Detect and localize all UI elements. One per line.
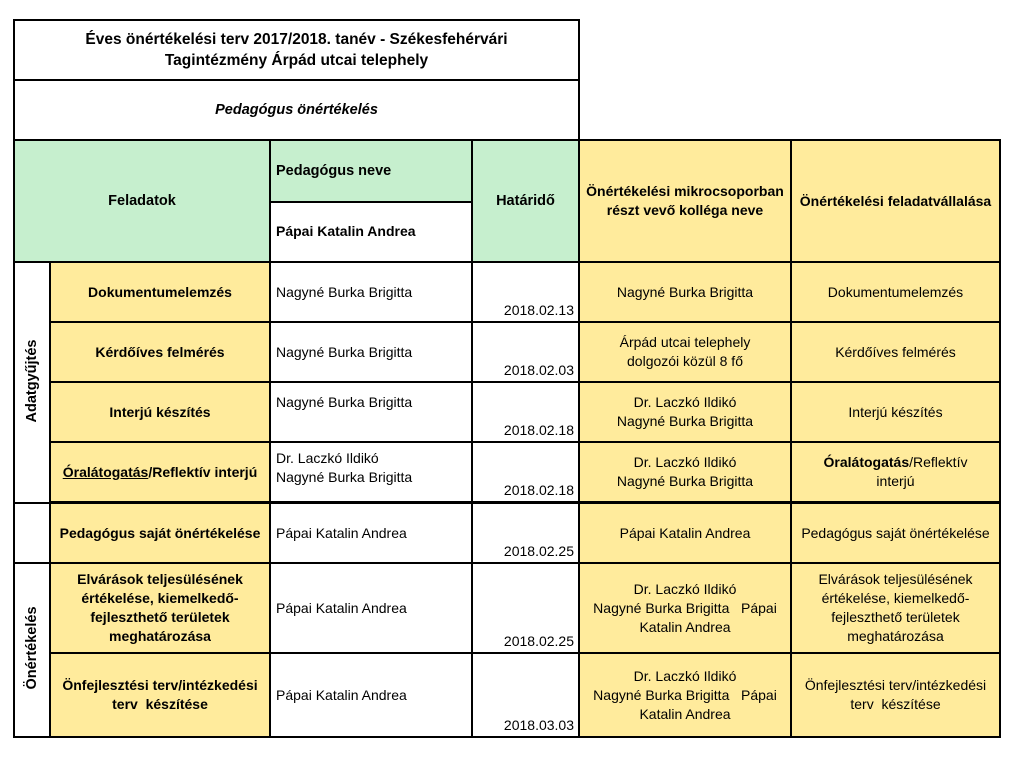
title-cell <box>13 19 580 81</box>
row-5-colleague: Pápai Katalin Andrea <box>578 502 792 564</box>
row-3-deadline-cell <box>471 381 580 443</box>
row-7-teacher: Pápai Katalin Andrea <box>269 652 473 738</box>
row-6-colleague: Dr. Laczkó Ildikó Nagyné Burka Brigitta Pápai Katalin Andrea <box>578 562 792 654</box>
row-4-duty-bold: Óralátogatás <box>823 454 910 470</box>
row-7-task: Önfejlesztési terv/intézkedési terv készítése <box>49 652 271 738</box>
header-feladatvallalas: Önértékelési feladatvállalása <box>790 139 1001 263</box>
row-6-teacher: Pápai Katalin Andrea <box>269 562 473 654</box>
row-4-teacher: Dr. Laczkó Ildikó Nagyné Burka Brigitta <box>269 441 473 503</box>
row-1-teacher: Nagyné Burka Brigitta <box>269 261 473 323</box>
row-5-teacher: Pápai Katalin Andrea <box>269 502 473 564</box>
row-1-duty: Dokumentumelemzés <box>790 261 1001 323</box>
row-6-duty: Elvárások teljesülésének értékelése, kiemelkedő- fejleszthető területek meghatározása <box>790 562 1001 654</box>
row-7-deadline-cell <box>471 652 580 738</box>
row-3-colleague: Dr. Laczkó Ildikó Nagyné Burka Brigitta <box>578 381 792 443</box>
row-5-deadline: 2018.02.25 <box>503 543 574 559</box>
row-1-task: Dokumentumelemzés <box>49 261 271 323</box>
group-pedagogus-empty <box>13 502 51 564</box>
row-7-colleague: Dr. Laczkó Ildikó Nagyné Burka Brigitta Pápai Katalin Andrea <box>578 652 792 738</box>
row-5-duty: Pedagógus saját önértékelése <box>790 502 1001 564</box>
title-line-1: Éves önértékelési terv 2017/2018. tanév - Székesfehérvári <box>85 31 508 48</box>
row-2-teacher: Nagyné Burka Brigitta <box>269 321 473 383</box>
row-1-deadline: 2018.02.13 <box>503 302 574 318</box>
header-feladatok: Feladatok <box>13 139 271 263</box>
row-4-task: Óralátogatás/Reflektív interjú <box>49 441 271 503</box>
row-3-teacher: Nagyné Burka Brigitta <box>269 381 473 443</box>
header-mikrocsoport: Önértékelési mikrocsoporban részt vevő kolléga neve <box>578 139 792 263</box>
row-3-task: Interjú készítés <box>49 381 271 443</box>
subtitle-cell <box>13 79 580 141</box>
row-6-task: Elvárások teljesülésének értékelése, kiemelkedő- fejleszthető területek meghatározása <box>49 562 271 654</box>
row-2-colleague: Árpád utcai telephely dolgozói közül 8 fő <box>578 321 792 383</box>
row-3-duty: Interjú készítés <box>790 381 1001 443</box>
row-6-deadline: 2018.02.25 <box>503 633 574 649</box>
row-4-deadline: 2018.02.18 <box>503 482 574 498</box>
row-2-duty: Kérdőíves felmérés <box>790 321 1001 383</box>
group-onertekeles-label: Önértékelés <box>24 606 40 690</box>
row-4-task-underlined: Óralátogatás <box>62 463 149 480</box>
header-pedagogus-neve: Pedagógus neve <box>269 139 473 203</box>
row-3-deadline: 2018.02.18 <box>503 422 574 438</box>
row-7-duty: Önfejlesztési terv/intézkedési terv készítése <box>790 652 1001 738</box>
group-adatgyujtes-label: Adatgyűjtés <box>24 339 40 423</box>
row-2-deadline: 2018.02.03 <box>503 362 574 378</box>
row-5-task: Pedagógus saját önértékelése <box>49 502 271 564</box>
header-hatarido: Határidő <box>471 139 580 263</box>
row-4-colleague: Dr. Laczkó Ildikó Nagyné Burka Brigitta <box>578 441 792 503</box>
row-5-deadline-cell <box>471 502 580 564</box>
subtitle: Pedagógus önértékelés <box>215 101 378 118</box>
row-1-deadline-cell <box>471 261 580 323</box>
row-1-colleague: Nagyné Burka Brigitta <box>578 261 792 323</box>
title-line-2: Tagintézmény Árpád utcai telephely <box>164 52 429 69</box>
row-4-duty: Óralátogatás/Reflektív interjú <box>790 441 1001 503</box>
row-7-deadline: 2018.03.03 <box>503 717 574 733</box>
header-pedagogus-name-value: Pápai Katalin Andrea <box>269 201 473 263</box>
row-4-deadline-cell <box>471 441 580 503</box>
row-2-task: Kérdőíves felmérés <box>49 321 271 383</box>
row-6-deadline-cell <box>471 562 580 654</box>
row-2-deadline-cell <box>471 321 580 383</box>
